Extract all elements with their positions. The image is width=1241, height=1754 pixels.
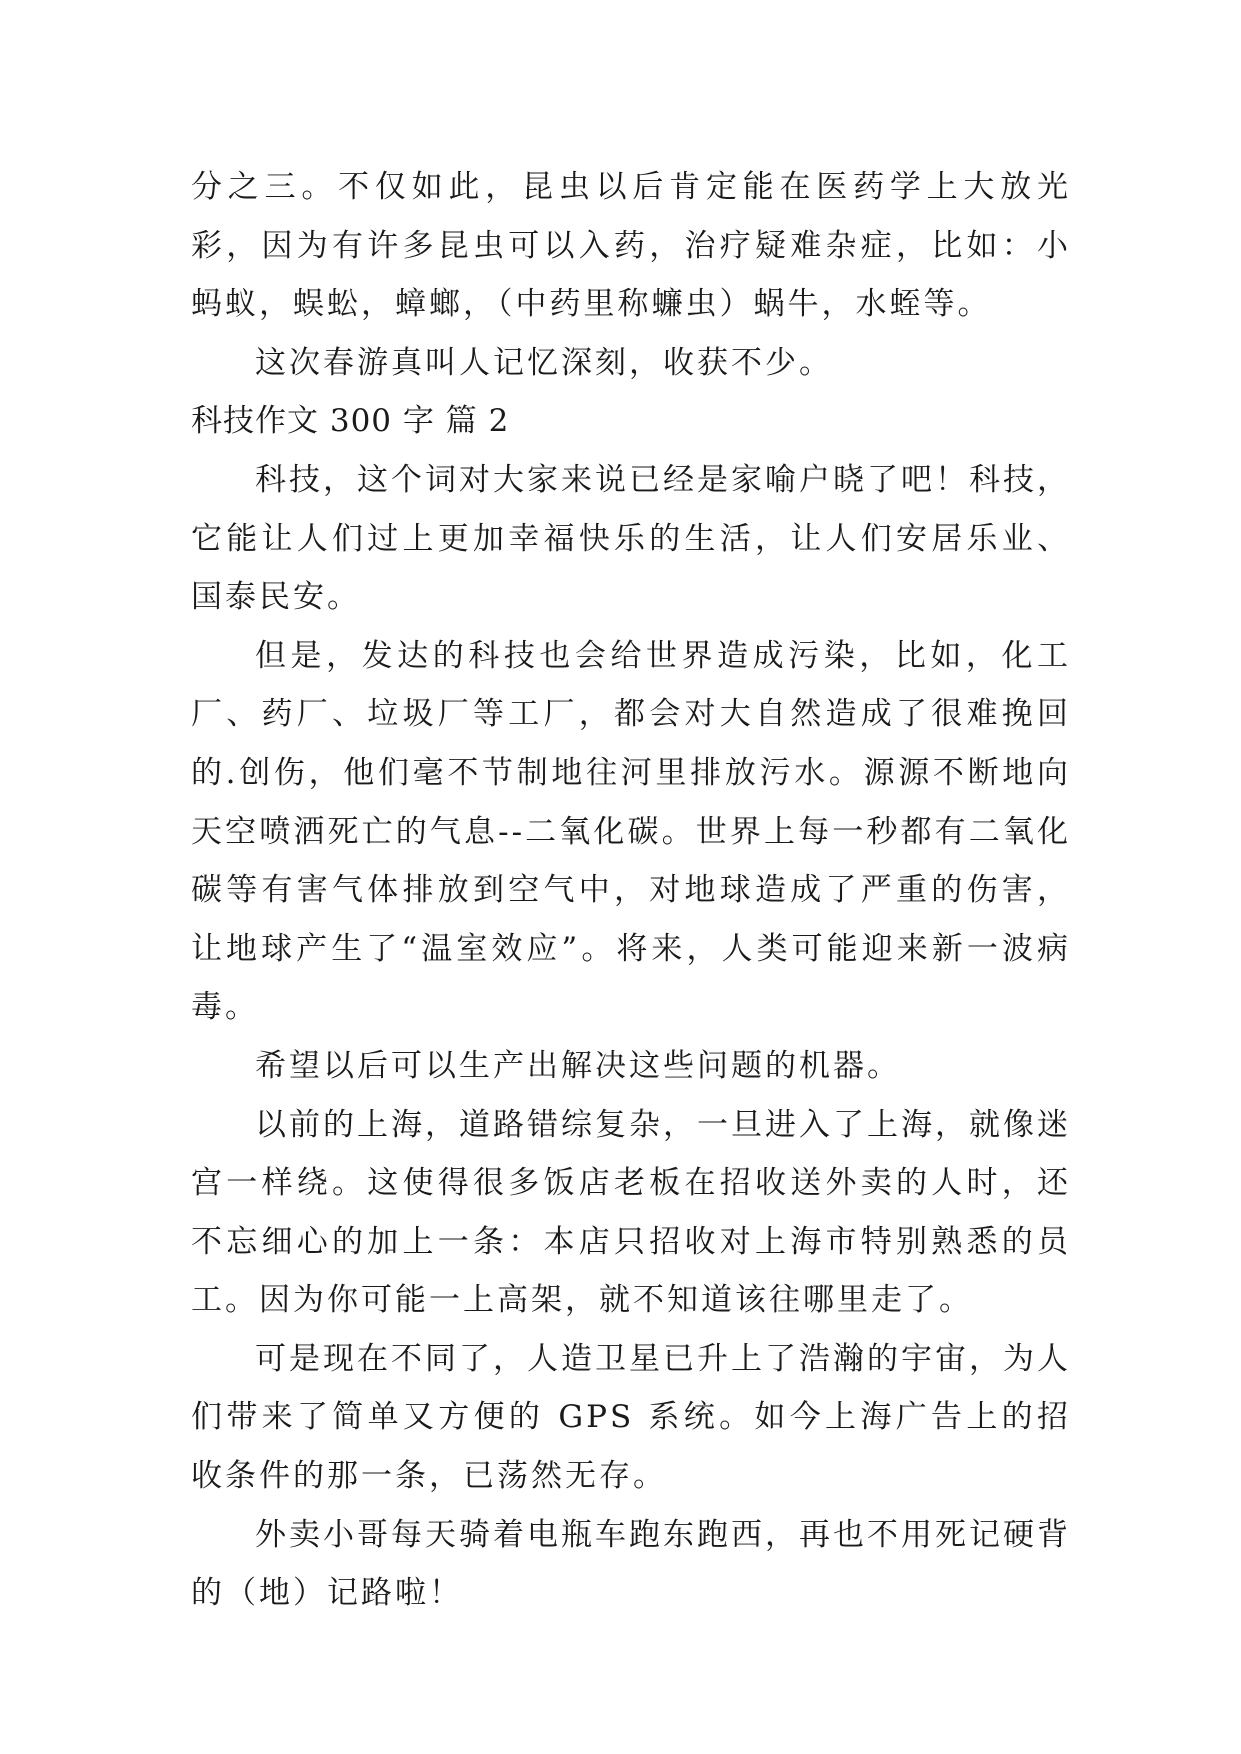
paragraph-shanghai-past: 以前的上海，道路错综复杂，一旦进入了上海，就像迷宫一样绕。这使得很多饭店老板在招收送外卖的人时，还不忘细心的加上一条：本店只招收对上海市特别熟悉的员工。因为你可能一上高架，就不知道该往哪里走了。 [191, 1106, 1071, 1319]
section-heading: 科技作文 300 字 篇 2 [191, 403, 510, 440]
paragraph-delivery: 外卖小哥每天骑着电瓶车跑东跑西，再也不用死记硬背的（地）记路啦！ [191, 1516, 1071, 1612]
paragraph-spring-trip-conclusion: 这次春游真叫人记忆深刻，收获不少。 [255, 344, 833, 381]
paragraph-continued: 分之三。不仅如此，昆虫以后肯定能在医药学上大放光彩，因为有许多昆虫可以入药，治疗疑难杂症，比如：小蚂蚁，蜈蚣，蟑螂，（中药里称蠊虫）蜗牛，水蛭等。 [191, 169, 1071, 323]
paragraph-gps: 可是现在不同了，人造卫星已升上了浩瀚的宇宙，为人们带来了简单又方便的 GPS 系统。如今上海广告上的招收条件的那一条，已荡然无存。 [191, 1340, 1071, 1495]
paragraph-tech-intro: 科技，这个词对大家来说已经是家喻户晓了吧！科技，它能让人们过上更加幸福快乐的生活，让人们安居乐业、国泰民安。 [191, 461, 1071, 616]
paragraph-hope: 希望以后可以生产出解决这些问题的机器。 [255, 1047, 901, 1084]
paragraph-tech-pollution: 但是，发达的科技也会给世界造成污染，比如，化工厂、药厂、垃圾厂等工厂，都会对大自然造成了很难挽回的.创伤，他们毫不节制地往河里排放污水。源源不断地向天空喷洒死亡的气息--二氧化碳。世界上每一秒都有二氧化碳等有害气体排放到空气中，对地球造成了严重的伤害，让地球产生了“温室效应”。将来，人类可能迎来新一波病毒。 [191, 637, 1071, 1026]
document-body [191, 158, 1071, 1623]
